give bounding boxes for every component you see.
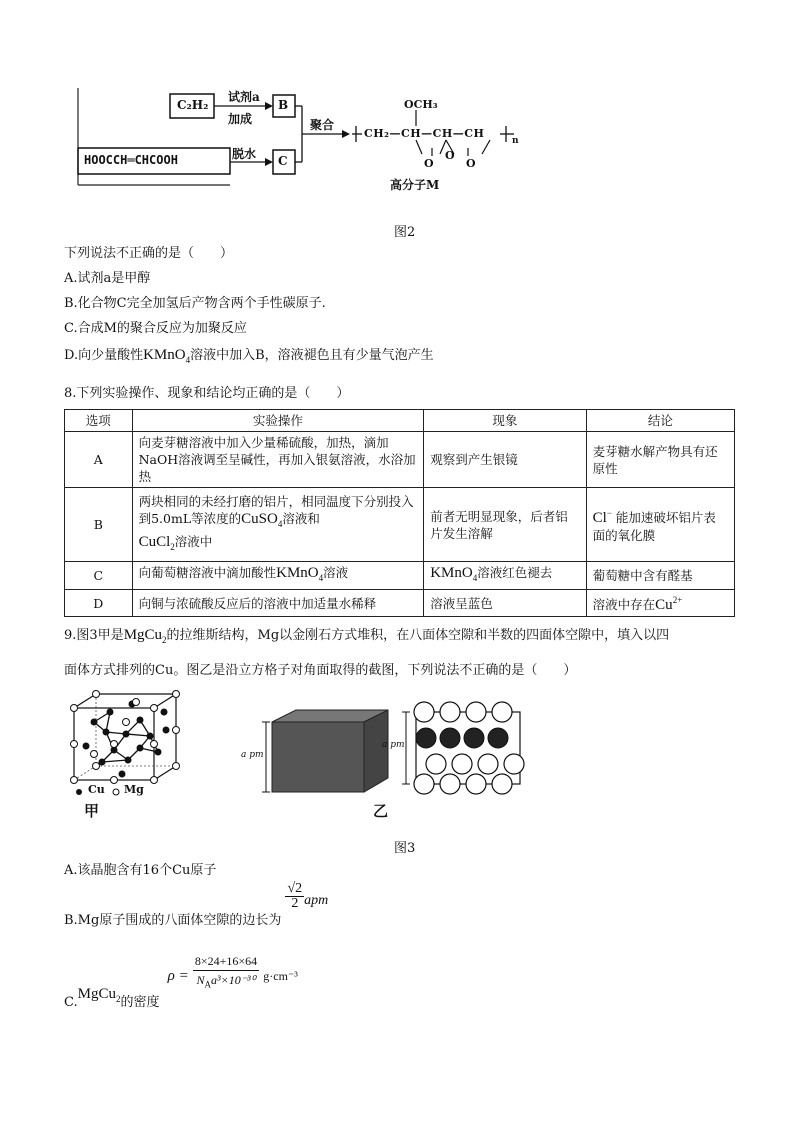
q9-line2: 面体方式排列的Cu。图乙是沿立方格子对角面取得的截图，下列说法不正确的是（ ）: [64, 663, 577, 678]
q9-c-pre: C.: [64, 995, 78, 1011]
q9-line1-post: 的拉维斯结构，Mg以金刚石方式堆积，在八面体空隙和半数的四面体空隙中，填入以四: [166, 628, 670, 643]
table-row: [65, 432, 735, 488]
row-c-ph-kmno4: [430, 565, 477, 581]
row-a-phenomenon: 观察到产生银镜: [424, 432, 586, 488]
q9-c-den-sub: A: [204, 979, 212, 990]
row-d-conclusion: [586, 590, 734, 617]
figure2-reagent-a: 试剂a: [228, 90, 260, 104]
row-c-op-post: 溶液: [323, 565, 349, 580]
figure2-o-left: O: [424, 157, 434, 170]
table-header: 选项: [65, 410, 133, 432]
figure3-label-yi: 乙: [373, 802, 389, 820]
row-c-ph-post: 溶液红色褪去: [477, 565, 553, 580]
legend-cu-label: Cu: [88, 783, 105, 796]
table-row: [65, 562, 735, 590]
q9-b-pre: B.Mg原子围成的八面体空隙的边长为: [64, 913, 282, 928]
q9-line1-chem: MgCu: [123, 627, 163, 643]
row-b-con-post: 能加速破坏铝片表面的氧化膜: [592, 510, 716, 543]
row-b-cuso4: [241, 511, 282, 527]
q9-b-unit: apm: [304, 893, 329, 908]
q9-option-b: [64, 881, 329, 928]
row-d-phenomenon: 溶液呈蓝色: [424, 590, 586, 617]
row-b-op-post: 溶液中: [174, 534, 213, 549]
q8-table: [64, 409, 735, 617]
figure2-chain: CH₂—CH—CH—CH: [364, 127, 485, 140]
row-d-cu-ion: [655, 597, 682, 613]
row-a-option: A: [65, 432, 133, 488]
q7-d-sub: 4: [185, 355, 191, 365]
figure2-polymerize: 聚合: [310, 118, 335, 132]
row-c-sub: 4: [318, 573, 324, 583]
row-b-chem1: CuSO: [241, 511, 278, 527]
row-c-ph-sub: 4: [472, 573, 478, 583]
q9-line1-pre: 9.图3甲是: [64, 628, 124, 643]
q7-d-pre: D.向少量酸性: [64, 348, 144, 363]
figure2-caption: 图2: [394, 225, 416, 240]
figure2-c2h2: C₂H₂: [177, 98, 209, 112]
figure3-legend-mg: [110, 786, 124, 798]
figure3-legend: [74, 786, 88, 798]
row-b-sub2: 2: [170, 542, 175, 552]
q9-c-chem: MgCu: [77, 986, 116, 1003]
q7-d-post: 溶液中加入B，溶液褪色且有少量气泡产生: [190, 348, 434, 363]
q9-c-den-rest: a³×10⁻³⁰: [211, 973, 256, 987]
figure2-addition: 加成: [228, 112, 253, 126]
figure2-subscript-n: n: [512, 136, 519, 146]
row-c-op-pre: 向葡萄糖溶液中滴加酸性: [138, 565, 277, 580]
q9-mgcu2: [124, 627, 167, 643]
figure3-cube-apm: a pm: [241, 750, 264, 760]
row-c-phenomenon: [424, 562, 586, 590]
row-b-chem2: CuCl: [138, 534, 171, 550]
row-c-option: C: [65, 562, 133, 590]
q9-c-num: 8×24+16×64: [193, 952, 259, 971]
row-c-conclusion: 葡萄糖中含有醛基: [586, 562, 734, 590]
row-c-operation: [132, 562, 424, 590]
q9-b-den: 2: [291, 896, 299, 911]
q9-c-unit: g·cm⁻³: [263, 969, 298, 984]
row-c-kmno4: [276, 565, 323, 581]
row-a-operation: 向麦芽糖溶液中加入少量稀硫酸，加热，滴加NaOH溶液调至呈碱性，再加入银氨溶液，水浴加热: [132, 432, 424, 488]
q7-d-kmno4: [143, 347, 190, 363]
q7-d-chem: KMnO: [143, 347, 186, 363]
q9-line1: [64, 626, 669, 649]
table-header-row: [65, 410, 735, 432]
figure3-yi-section: [388, 698, 538, 798]
q9-c-mid: 的密度: [120, 995, 160, 1011]
figure2-dehydrate: 脱水: [232, 147, 257, 161]
figure2-box-b: B: [278, 98, 289, 112]
legend-mg-label: Mg: [124, 783, 144, 796]
figure3-jia-cell: [66, 690, 186, 790]
figure2-och3: OCH₃: [404, 98, 438, 111]
row-b-sub1: 4: [277, 519, 283, 529]
row-b-op-mid: 溶液和: [282, 511, 320, 526]
row-d-cu: Cu: [655, 597, 673, 613]
q9-c-den-n: N: [196, 973, 205, 987]
row-b-cucl2: [139, 534, 175, 550]
q9-c-den: [193, 971, 259, 993]
q7-option-d: [64, 346, 434, 369]
q9-c-fraction: [193, 952, 259, 993]
row-d-cu-sup: 2+: [672, 595, 683, 605]
q9-line1-sub: 2: [162, 635, 167, 645]
q7-option-b: B.化合物C完全加氢后产物含两个手性碳原子.: [64, 296, 326, 311]
figure3-section-apm: a pm: [382, 740, 405, 750]
mg-legend-dot: [113, 789, 119, 795]
figure2-fumaric-acid: HOOCCH═CHCOOH: [84, 153, 178, 167]
row-b-conclusion: [586, 488, 734, 562]
figure3-label-jia: 甲: [84, 802, 100, 820]
row-d-option: D: [65, 590, 133, 617]
q8-stem: 8.下列实验操作、现象和结论均正确的是（ ）: [64, 386, 350, 401]
table-header: 结论: [586, 410, 734, 432]
row-b-cl-sup: −: [606, 508, 612, 518]
figure2-o-right: O: [466, 157, 476, 170]
q7-option-a: A.试剂a是甲醇: [64, 271, 151, 286]
row-b-option: B: [65, 488, 133, 562]
q7-stem: 下列说法不正确的是（ ）: [64, 246, 234, 261]
row-b-operation: [132, 488, 424, 562]
q7-option-c: C.合成M的聚合反应为加聚反应: [64, 321, 247, 336]
row-d-operation: 向铜与浓硫酸反应后的溶液中加适量水稀释: [132, 590, 424, 617]
q9-b-num: √2: [287, 881, 303, 896]
q9-c-mgcu2: [77, 986, 121, 1005]
row-c-chem: KMnO: [276, 565, 319, 581]
cu-legend-dot: [76, 789, 82, 795]
row-b-op-pre: 两块相同的未经打磨的铝片，相同温度下分别投入到5.0mL等浓度的: [138, 494, 414, 526]
table-row: [65, 488, 735, 562]
q9-b-fraction: [285, 882, 304, 911]
q9-option-a: A.该晶胞含有16个Cu原子: [64, 863, 217, 878]
row-b-cl: Cl: [592, 510, 607, 526]
figure2-box-c: C: [278, 154, 288, 168]
table-header: 现象: [424, 410, 586, 432]
q9-c-rho: ρ =: [167, 968, 189, 985]
q9-c-sub: 2: [115, 994, 121, 1005]
row-b-phenomenon: 前者无明显现象，后者铝片发生溶解: [424, 488, 586, 562]
figure3-caption: 图3: [394, 841, 416, 856]
table-header: 实验操作: [132, 410, 424, 432]
row-b-cl-ion: [593, 510, 612, 526]
table-row: [65, 590, 735, 617]
q9-option-c: [64, 950, 298, 1011]
figure2-polymer-label: 高分子M: [390, 178, 440, 192]
row-a-conclusion: 麦芽糖水解产物具有还原性: [586, 432, 734, 488]
figure3-yi-cube: [240, 708, 400, 798]
row-d-con-pre: 溶液中存在: [592, 597, 656, 612]
row-c-ph-chem: KMnO: [430, 565, 473, 581]
figure2-o-mid: O: [445, 149, 455, 162]
